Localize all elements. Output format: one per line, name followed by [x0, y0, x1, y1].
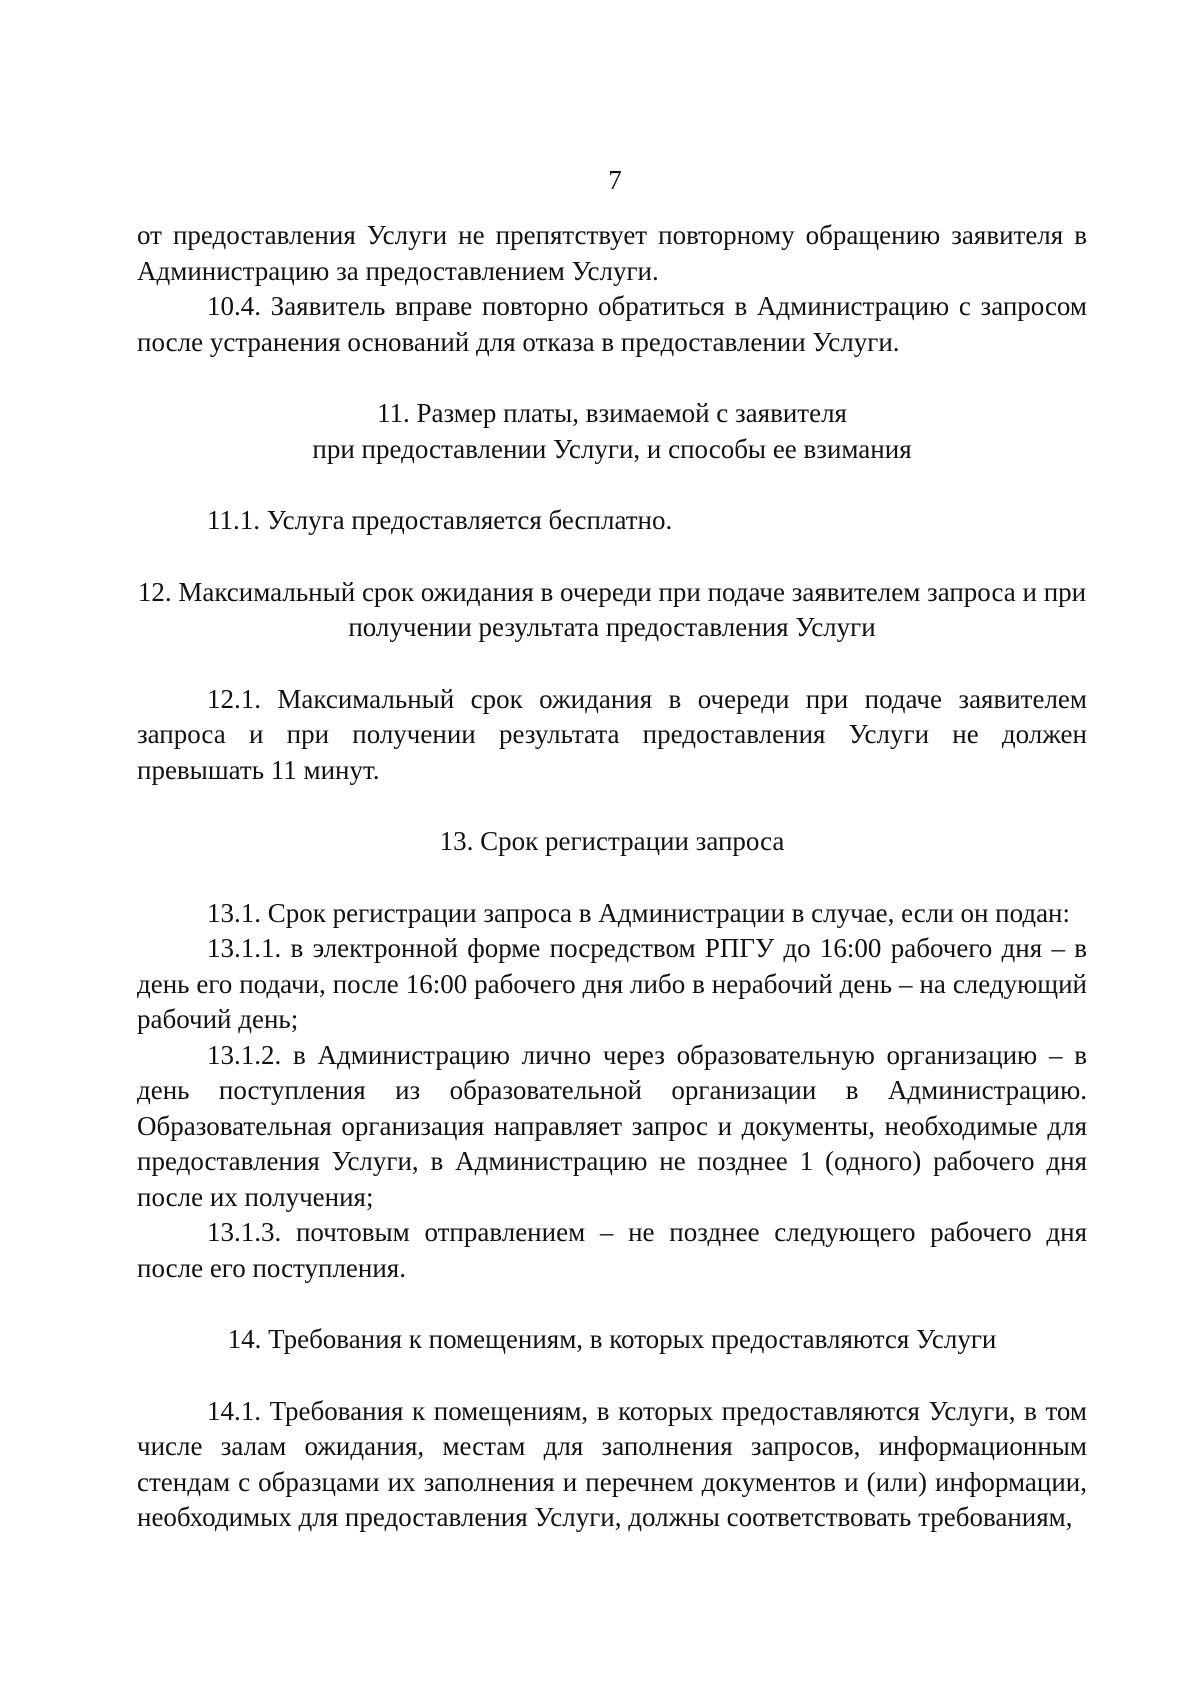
page-number: 7 — [608, 165, 622, 195]
section-heading-11-line-2: при предоставлении Услуги, и способы ее взимания — [312, 433, 912, 464]
paragraph-13-1-2: 13.1.2. в Администрацию лично через образовательную организацию – в день поступления из образовательной организации в Администрацию. Образовательная организация направляет запрос и документы, необходимые для предоставления Услуги, в Администрацию не позднее 1 (одного) рабочего дня после их получения; — [137, 1039, 1087, 1212]
spacer — [137, 860, 1087, 896]
section-heading-14: 14. Требования к помещениям, в которых предоставляются Услуги — [227, 1324, 997, 1354]
paragraph-11-1: 11.1. Услуга предоставляется бесплатно. — [207, 505, 673, 535]
section-heading-12 — [137, 575, 1087, 646]
spacer — [137, 467, 1087, 503]
paragraph-13-1: 13.1. Срок регистрации запроса в Администрации в случае, если он подан: — [207, 897, 1071, 928]
paragraph-14-1: 14.1. Требования к помещениям, в которых предоставляются Услуги, в том числе залам ожидания, местам для заполнения запросов, информационным стендам с образцами их заполнения и перечнем документов и (или) информации, необходимых для предоставления Услуги, должны соответствовать требованиям, — [137, 1395, 1087, 1532]
paragraph-13-1-3: 13.1.3. почтовым отправлением – не позднее следующего рабочего дня после его поступления. — [137, 1217, 1087, 1283]
spacer — [137, 646, 1087, 682]
spacer — [137, 788, 1087, 824]
paragraph-10-4: 10.4. Заявитель вправе повторно обратиться в Администрацию с запросом после устранения оснований для отказа в предоставлении Услуги. — [137, 291, 1087, 357]
section-heading-12-line-1: 12. Максимальный срок ожидания в очереди при подаче заявителем запроса и при — [137, 576, 1087, 607]
spacer — [137, 1358, 1087, 1394]
section-heading-13: 13. Срок регистрации запроса — [439, 826, 785, 856]
paragraph-13-1-1: 13.1.1. в электронной форме посредством РПГУ до 16:00 рабочего дня – в день его подачи, после 16:00 рабочего дня либо в нерабочий день – на следующий рабочий день; — [137, 933, 1087, 1034]
paragraph-10-3-continuation: от предоставления Услуги не препятствует повторному обращению заявителя в Администрацию за предоставлением Услуги. — [137, 220, 1087, 286]
spacer — [137, 360, 1087, 396]
section-heading-11-line-1: 11. Размер платы, взимаемой с заявителя — [377, 398, 847, 428]
paragraph-12-1: 12.1. Максимальный срок ожидания в очереди при подаче заявителем запроса и при получении результата предоставления Услуги не должен превышать 11 минут. — [137, 683, 1087, 785]
section-heading-11 — [137, 396, 1087, 467]
spacer — [137, 1286, 1087, 1322]
document-body — [137, 218, 1087, 1536]
section-heading-12-line-2: получении результата предоставления Услуги — [348, 612, 876, 642]
spacer — [137, 539, 1087, 575]
